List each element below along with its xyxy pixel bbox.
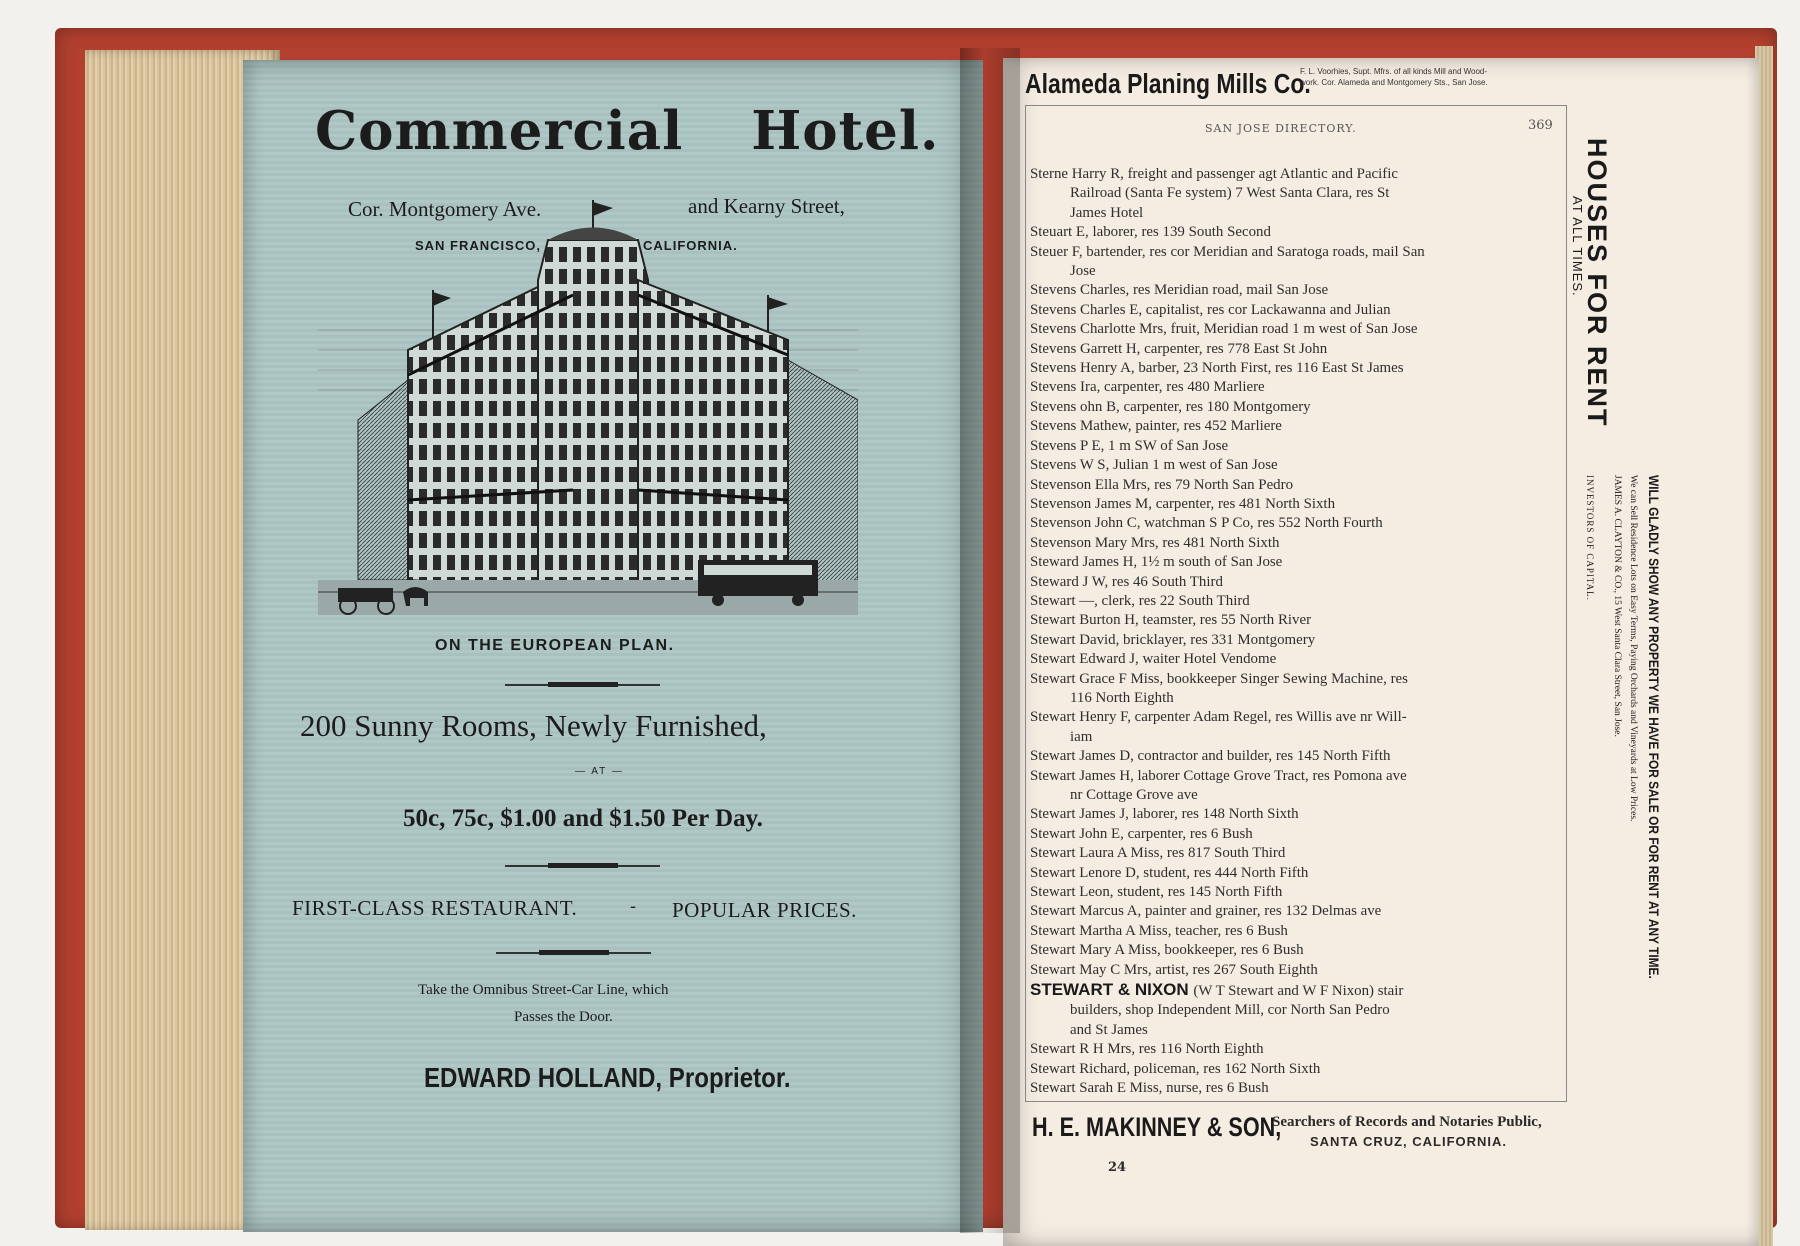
directory-entries <box>1030 165 1560 1099</box>
entry-text: Stewart James D, contractor and builder, res 145 North Fifth <box>1030 748 1391 765</box>
directory-entry <box>1030 378 1560 397</box>
entry-text: Stewart John E, carpenter, res 6 Bush <box>1030 825 1253 842</box>
hotel-engraving-illustration <box>318 200 858 615</box>
directory-entry <box>1030 825 1560 844</box>
directory-entry <box>1030 708 1560 727</box>
directory-entry <box>1030 747 1560 766</box>
entry-text: Stewart Edward J, waiter Hotel Vendome <box>1030 651 1277 668</box>
directory-entry <box>1030 689 1560 708</box>
restaurant-text: FIRST-CLASS RESTAURANT. <box>292 896 578 920</box>
entry-text: Stevens W S, Julian 1 m west of San Jose <box>1030 457 1278 474</box>
directory-entry <box>1030 1001 1560 1020</box>
directory-entry <box>1030 805 1560 824</box>
directory-entry <box>1030 592 1560 611</box>
entry-text: Stewart Lenore D, student, res 444 North Fifth <box>1030 864 1309 881</box>
entry-text: Stewart Sarah E Miss, nurse, res 6 Bush <box>1030 1080 1269 1097</box>
directory-entry <box>1030 476 1560 495</box>
directory-entry <box>1030 514 1560 533</box>
hotel-title-word-2: Hotel. <box>751 100 940 162</box>
hotel-title-word-1: Commercial <box>315 100 684 162</box>
folio-number: 24 <box>1108 1160 1127 1175</box>
directory-entry <box>1030 301 1560 320</box>
directory-entry <box>1030 922 1560 941</box>
entry-text: Stevens Charles E, capitalist, res cor Lackawanna and Julian <box>1030 301 1391 318</box>
entry-text: Stevens Charles, res Meridian road, mail San Jose <box>1030 282 1329 299</box>
directory-entry <box>1030 902 1560 921</box>
address-left: Cor. Montgomery Ave. <box>348 197 542 221</box>
directory-entry <box>1030 611 1560 630</box>
entry-text: Steuart E, laborer, res 139 South Second <box>1030 224 1271 241</box>
entry-text: Stevens P E, 1 m SW of San Jose <box>1030 437 1229 454</box>
running-head: SAN JOSE DIRECTORY. <box>1205 122 1357 135</box>
directory-entry <box>1030 262 1560 281</box>
page-number: 369 <box>1528 118 1553 133</box>
ornament-rule <box>505 684 660 686</box>
entry-text: Stewart Laura A Miss, res 817 South Third <box>1030 845 1286 862</box>
entry-text: Stevenson John C, watchman S P Co, res 552 North Fourth <box>1030 515 1383 532</box>
directory-entry <box>1030 1021 1560 1040</box>
bottom-ad-name: H. E. MAKINNEY & SON, <box>1032 1112 1282 1142</box>
directory-entry <box>1030 437 1560 456</box>
at-line: — AT — <box>575 766 624 777</box>
directory-entry <box>1030 320 1560 339</box>
entry-text: Stewart Leon, student, res 145 North Fifth <box>1030 884 1283 901</box>
entry-text: Stewart May C Mrs, artist, res 267 South Eighth <box>1030 961 1318 978</box>
directory-entry <box>1030 670 1560 689</box>
directory-entry <box>1030 1060 1560 1079</box>
separator-dash: - <box>630 896 637 917</box>
entry-text: and St James <box>1070 1021 1148 1038</box>
european-plan-heading: ON THE EUROPEAN PLAN. <box>435 637 675 654</box>
omnibus-line-1: Take the Omnibus Street-Car Line, which <box>418 982 669 998</box>
directory-entry <box>1030 165 1560 184</box>
top-ad-name: Alameda Planing Mills Co. <box>1025 68 1311 99</box>
hotel-title <box>315 100 939 162</box>
entry-text: Stewart Marcus A, painter and grainer, res 132 Delmas ave <box>1030 903 1382 920</box>
entry-text: Stewart Henry F, carpenter Adam Regel, res Willis ave nr Will- <box>1030 709 1407 726</box>
directory-entry <box>1030 631 1560 650</box>
city-left: SAN FRANCISCO, <box>415 238 541 253</box>
entry-text: Stewart —, clerk, res 22 South Third <box>1030 592 1250 609</box>
side-ad-title: HOUSES FOR RENT <box>1582 138 1612 428</box>
entry-text: James Hotel <box>1070 204 1144 221</box>
address-right: and Kearny Street, <box>688 194 845 218</box>
entry-text: Stevens Garrett H, carpenter, res 778 East St John <box>1030 340 1328 357</box>
entry-text: Stewart James J, laborer, res 148 North Sixth <box>1030 806 1299 823</box>
directory-entry <box>1030 281 1560 300</box>
side-ad-small-1: We can Sell Residence Lots on Easy Terms, Paying Orchards and Vineyards at Low Prices. <box>1628 475 1638 822</box>
directory-entry <box>1030 495 1560 514</box>
directory-entry <box>1030 243 1560 262</box>
top-ad-detail <box>1300 66 1580 88</box>
entry-firm-name: STEWART & NIXON <box>1030 980 1194 1000</box>
entry-text: Stewart Grace F Miss, bookkeeper Singer Sewing Machine, res <box>1030 670 1408 687</box>
top-ad-detail-line-1: F. L. Voorhies, Supt. Mfrs. of all kinds Mill and Wood- <box>1300 67 1488 76</box>
directory-entry <box>1030 864 1560 883</box>
rooms-line: 200 Sunny Rooms, Newly Furnished, <box>300 708 767 743</box>
proprietor-line: EDWARD HOLLAND, Proprietor. <box>424 1062 791 1093</box>
entry-text: Stewart Richard, policeman, res 162 North Sixth <box>1030 1060 1321 1077</box>
side-ad-subtitle: AT ALL TIMES. <box>1570 196 1585 297</box>
directory-entry <box>1030 767 1560 786</box>
book-gutter <box>960 48 1020 1233</box>
city-right: CALIFORNIA. <box>643 238 738 253</box>
entry-text: builders, shop Independent Mill, cor North San Pedro <box>1070 1002 1390 1019</box>
entry-text: 116 North Eighth <box>1070 689 1174 706</box>
entry-text: Stevenson Ella Mrs, res 79 North San Pedro <box>1030 476 1294 493</box>
directory-entry <box>1030 941 1560 960</box>
entry-text: Stewart Burton H, teamster, res 55 North River <box>1030 612 1312 629</box>
directory-entry <box>1030 534 1560 553</box>
directory-entry <box>1030 204 1560 223</box>
directory-entry <box>1030 417 1560 436</box>
entry-text: Stevens Charlotte Mrs, fruit, Meridian road 1 m west of San Jose <box>1030 321 1418 338</box>
directory-entry <box>1030 1040 1560 1059</box>
entry-text: Railroad (Santa Fe system) 7 West Santa Clara, res St <box>1070 185 1390 202</box>
bottom-ad-line-1: Searchers of Records and Notaries Public, <box>1272 1114 1542 1130</box>
side-ad-investors: INVESTORS OF CAPITAL. <box>1585 475 1595 601</box>
entry-text: Stewart James H, laborer Cottage Grove Tract, res Pomona ave <box>1030 767 1407 784</box>
flag-center <box>593 202 613 216</box>
entry-text: iam <box>1070 728 1093 745</box>
entry-text: Stevenson James M, carpenter, res 481 North Sixth <box>1030 495 1336 512</box>
entry-text: Steuer F, bartender, res cor Meridian and Saratoga roads, mail San <box>1030 243 1425 260</box>
directory-entry <box>1030 786 1560 805</box>
directory-entry <box>1030 980 1560 1001</box>
entry-text: (W T Stewart and W F Nixon) stair <box>1193 983 1404 1000</box>
entry-text: Stevens Ira, carpenter, res 480 Marliere <box>1030 379 1265 396</box>
directory-entry <box>1030 844 1560 863</box>
entry-text: Stewart David, bricklayer, res 331 Montgomery <box>1030 631 1316 648</box>
directory-entry <box>1030 961 1560 980</box>
side-ad-main: WILL GLADLY SHOW ANY PROPERTY WE HAVE FOR SALE OR FOR RENT AT ANY TIME. <box>1646 475 1662 979</box>
entry-text: nr Cottage Grove ave <box>1070 787 1198 803</box>
entry-text: Stevens Mathew, painter, res 452 Marliere <box>1030 418 1282 435</box>
omnibus-line-2: Passes the Door. <box>514 1009 613 1025</box>
directory-entry <box>1030 223 1560 242</box>
entry-text: Stevens ohn B, carpenter, res 180 Montgomery <box>1030 398 1311 415</box>
ornament-rule <box>505 865 660 867</box>
entry-text: Jose <box>1070 263 1096 280</box>
entry-text: Stewart Martha A Miss, teacher, res 6 Bush <box>1030 922 1288 939</box>
directory-entry <box>1030 650 1560 669</box>
entry-text: Stewart R H Mrs, res 116 North Eighth <box>1030 1041 1264 1058</box>
entry-text: Stewart Mary A Miss, bookkeeper, res 6 Bush <box>1030 942 1304 959</box>
directory-entry <box>1030 553 1560 572</box>
directory-entry <box>1030 728 1560 747</box>
entry-text: Sterne Harry R, freight and passenger agt Atlantic and Pacific <box>1030 166 1399 182</box>
entry-text: Stevens Henry A, barber, 23 North First, res 116 East St James <box>1030 360 1404 377</box>
directory-entry <box>1030 573 1560 592</box>
directory-entry <box>1030 184 1560 203</box>
directory-entry <box>1030 456 1560 475</box>
directory-entry <box>1030 340 1560 359</box>
bottom-ad-line-2: SANTA CRUZ, CALIFORNIA. <box>1310 1134 1508 1149</box>
top-ad-detail-line-2: work. Cor. Alameda and Montgomery Sts., San Jose. <box>1300 78 1488 87</box>
directory-entry <box>1030 398 1560 417</box>
prices-line: 50c, 75c, $1.00 and $1.50 Per Day. <box>403 805 763 832</box>
entry-text: Steward James H, 1½ m south of San Jose <box>1030 554 1283 571</box>
directory-entry <box>1030 883 1560 902</box>
entry-text: Stevenson Mary Mrs, res 481 North Sixth <box>1030 534 1280 551</box>
ornament-rule <box>496 952 651 954</box>
entry-text: Steward J W, res 46 South Third <box>1030 573 1223 590</box>
directory-entry <box>1030 359 1560 378</box>
side-ad-small-2: JAMES A. CLAYTON & CO., 15 West Santa Clara Street, San Jose. <box>1612 475 1622 737</box>
directory-entry <box>1030 1079 1560 1098</box>
popular-prices-text: POPULAR PRICES. <box>672 898 857 922</box>
